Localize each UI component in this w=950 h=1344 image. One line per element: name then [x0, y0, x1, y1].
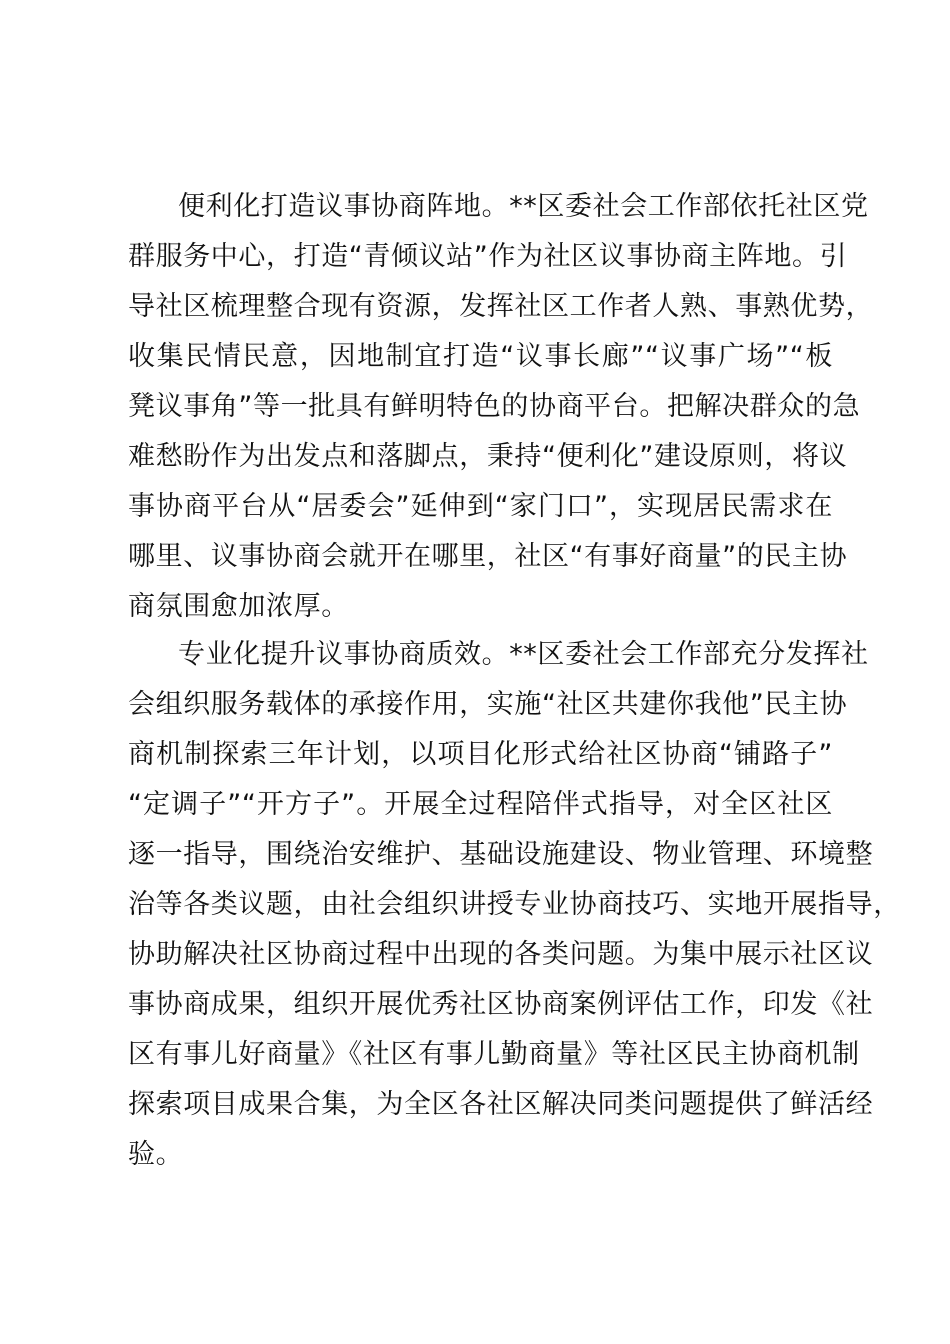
text-line: 哪里、议事协商会就开在哪里，社区“有事好商量”的民主协 [128, 541, 848, 572]
text-line: 导社区梳理整合现有资源，发挥社区工作者人熟、事熟优势， [128, 291, 874, 322]
paragraph-community-consultation-venues [128, 182, 874, 632]
text-line: 治等各类议题，由社会组织讲授专业协商技巧、实地开展指导， [128, 889, 901, 920]
text-line: 专业化提升议事协商质效。**区委社会工作部充分发挥社 [178, 639, 869, 670]
text-line: 事协商成果，组织开展优秀社区协商案例评估工作，印发《社 [128, 989, 874, 1020]
text-line: 协助解决社区协商过程中出现的各类问题。为集中展示社区议 [128, 939, 874, 970]
text-line: 会组织服务载体的承接作用，实施“社区共建你我他”民主协 [128, 689, 848, 720]
text-line: 区有事儿好商量》《社区有事儿勤商量》等社区民主协商机制 [128, 1039, 860, 1070]
text-line: 验。 [128, 1139, 184, 1170]
text-line: 逐一指导，围绕治安维护、基础设施建设、物业管理、环境整 [128, 839, 874, 870]
text-line: 群服务中心，打造“青倾议站”作为社区议事协商主阵地。引 [128, 241, 848, 272]
text-line: 探索项目成果合集，为全区各社区解决同类问题提供了鲜活经 [128, 1089, 874, 1120]
text-line: 商氛围愈加浓厚。 [128, 591, 349, 622]
text-line: 便利化打造议事协商阵地。**区委社会工作部依托社区党 [178, 191, 869, 222]
paragraph-consultation-quality [128, 630, 901, 1180]
text-line: 凳议事角”等一批具有鲜明特色的协商平台。把解决群众的急 [128, 391, 861, 422]
text-line: 难愁盼作为出发点和落脚点，秉持“便利化”建设原则，将议 [128, 441, 848, 472]
text-line: “定调子”“开方子”。开展全过程陪伴式指导，对全区社区 [128, 789, 833, 820]
text-line: 商机制探索三年计划，以项目化形式给社区协商“铺路子” [128, 739, 833, 770]
text-line: 事协商平台从“居委会”延伸到“家门口”，实现居民需求在 [128, 491, 833, 522]
text-line: 收集民情民意，因地制宜打造“议事长廊”“议事广场”“板 [128, 341, 833, 372]
